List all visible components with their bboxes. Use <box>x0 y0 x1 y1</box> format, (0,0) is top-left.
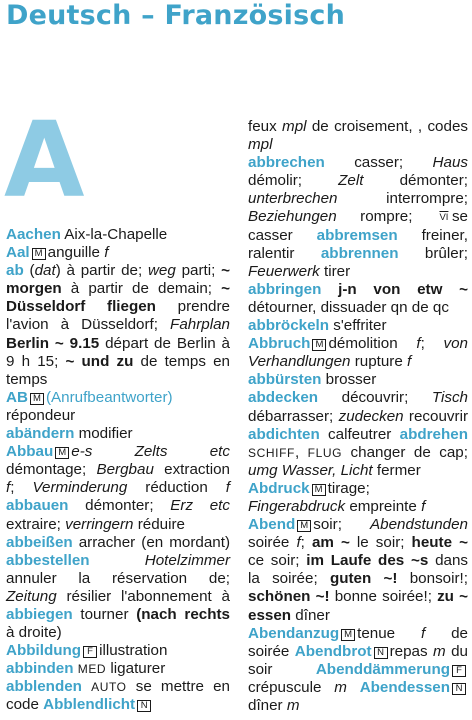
dictionary-entry <box>248 480 468 516</box>
dictionary-entry <box>6 262 230 389</box>
dictionary-entry <box>248 281 468 317</box>
translation-text: bonsoir!; <box>397 570 468 588</box>
entry-continuation <box>248 118 468 154</box>
headword: Abbau <box>6 443 54 461</box>
usage-note: m <box>433 642 446 660</box>
usage-note: e-s Zelts etc <box>71 443 230 461</box>
subject-label: MED <box>77 662 107 677</box>
gender-marker: M <box>312 339 326 351</box>
right-column <box>248 118 468 715</box>
headword: abbröckeln <box>248 317 330 335</box>
translation-text: illustration <box>99 642 168 660</box>
phrase: (nach rechts <box>136 605 230 623</box>
headword: Aachen <box>6 226 61 243</box>
translation-text: tirer <box>319 262 351 280</box>
gender-marker: M <box>312 484 326 496</box>
sub-headword: abbremsen <box>316 226 398 244</box>
translation-text: casser; <box>324 154 433 172</box>
translation-text: débarrasser; <box>248 407 339 425</box>
usage-note: Erz etc <box>170 497 230 515</box>
translation-text: rupture <box>350 353 408 371</box>
translation-text: réduire <box>133 515 185 533</box>
gender-marker: M <box>55 447 69 459</box>
translation-text: démolir; <box>248 172 339 190</box>
translation-text: ; <box>420 335 444 353</box>
translation-text: freiner, ralentir <box>248 226 468 262</box>
phrase: ~ und zu <box>65 352 134 370</box>
dictionary-entry <box>6 534 230 643</box>
translation-text: à partir de demain; <box>61 280 222 298</box>
headword: Abdruck <box>248 479 310 497</box>
sub-headword: abdichten <box>248 425 320 443</box>
translation-text: à droite) <box>6 624 62 642</box>
translation-text: crépuscule <box>248 678 335 696</box>
translation-text: extraction <box>153 461 230 479</box>
headword: abbringen <box>248 280 322 298</box>
translation-text: changer de cap; <box>342 443 468 461</box>
gloss-label: (Anrufbeantworter) <box>45 388 173 406</box>
translation-text: démontage; <box>6 461 97 479</box>
translation-text: réduction <box>127 479 226 497</box>
phrase: ~ Düsseldorf fliegen <box>6 280 230 316</box>
usage-note: Hotelzimmer <box>144 551 230 569</box>
sub-headword: abbestellen <box>6 551 90 569</box>
sub-headword: abbiegen <box>6 605 73 623</box>
usage-note: Fingerabdruck <box>248 497 346 515</box>
translation-text: ligaturer <box>106 660 166 678</box>
headword: AB <box>6 388 28 406</box>
translation-text <box>90 552 145 569</box>
page-title: Deutsch – Französisch <box>6 0 346 31</box>
translation-text: démonter; <box>68 497 171 515</box>
dictionary-entry <box>6 389 230 425</box>
gender-marker: M <box>297 520 311 532</box>
dictionary-entry <box>248 335 468 371</box>
usage-note: Zeitung <box>6 587 57 605</box>
phrase: im Laufe des ~s <box>306 552 429 570</box>
translation-text: modifier <box>74 425 133 443</box>
translation-text: ; <box>10 479 33 497</box>
headword: Abbruch <box>248 335 311 353</box>
translation-text: se mettre en code <box>6 678 230 714</box>
sub-headword: abbrennen <box>320 244 399 262</box>
usage-note: unterbrechen <box>248 190 338 208</box>
usage-note: zudecken <box>338 407 404 425</box>
translation-text: de croisement, , codes <box>306 118 468 135</box>
phrase: guten ~! <box>329 570 398 588</box>
sub-headword: Abenddämmerung <box>315 660 450 678</box>
translation-text: anguille <box>47 244 105 262</box>
translation-text: fermer <box>372 461 421 479</box>
translation-text: calfeutrer <box>319 425 400 443</box>
translation-text: de soirée <box>248 624 468 660</box>
translation-text: de temps en temps <box>6 352 230 388</box>
translation-text: tirage; <box>327 479 370 497</box>
headword: Abend <box>248 516 296 534</box>
subject-label: FLUG <box>307 445 343 460</box>
translation-text: brûler; <box>398 244 468 262</box>
usage-note: Tisch <box>431 389 468 407</box>
subject-label: AUTO <box>91 680 127 695</box>
phrase: ~ morgen <box>6 262 230 298</box>
translation-text: résilier l'abonnement à <box>56 587 230 605</box>
dictionary-entry <box>6 660 230 678</box>
usage-note: mpl <box>248 136 273 154</box>
dictionary-entry <box>6 244 230 262</box>
phrase: zu ~ essen <box>248 588 468 624</box>
usage-note: von Verhandlungen <box>248 335 468 371</box>
usage-note: f <box>421 497 426 515</box>
translation-text: soirée <box>248 534 297 552</box>
headword: Abendanzug <box>248 624 340 642</box>
usage-note: f <box>407 353 412 371</box>
translation-text: tenue <box>357 624 421 642</box>
usage-note: Haus <box>432 154 468 172</box>
sub-headword: Abendessen <box>359 678 450 696</box>
phrase: j-n von etw ~ <box>338 280 468 298</box>
usage-note: f <box>6 479 11 497</box>
headword: ab <box>6 262 24 280</box>
headword: abbrechen <box>248 154 325 172</box>
headword: abdecken <box>248 389 319 407</box>
translation-text: extraire; <box>6 515 66 533</box>
headword: abbinden <box>6 660 74 678</box>
headword: Abbildung <box>6 642 82 660</box>
translation-text: prendre l'avion à Düsseldorf; <box>6 298 230 334</box>
usage-note: umg Wasser, Licht <box>248 461 373 479</box>
translation-text: répondeur <box>6 406 76 424</box>
translation-text: le soir; <box>349 534 412 552</box>
translation-text: dans la soirée; <box>248 552 469 588</box>
translation-text: du soir <box>248 642 468 678</box>
dictionary-entry <box>6 678 230 714</box>
translation-text: tourner <box>72 605 137 623</box>
translation-text: soir; <box>313 516 371 534</box>
dictionary-entry <box>6 226 230 244</box>
translation-text: ( <box>23 262 35 280</box>
headword: abblenden <box>6 678 82 696</box>
translation-text: se casser <box>248 208 468 244</box>
translation-text: démolition <box>328 335 417 353</box>
gender-marker: M <box>341 629 355 641</box>
translation-text: démonter; <box>363 172 468 190</box>
headword: abbeißen <box>6 533 73 551</box>
dictionary-entry <box>248 317 468 335</box>
left-column <box>6 226 230 715</box>
gender-marker: N <box>137 700 151 712</box>
usage-note: verringern <box>65 515 134 533</box>
phrase: schönen ~! <box>248 588 330 606</box>
usage-note: Beziehungen <box>248 208 337 226</box>
translation-text: bonne soirée!; <box>329 588 438 606</box>
translation-text: départ de Berlin à 9 h 15; <box>6 334 230 370</box>
translation-text: Aix-la-Chapelle <box>60 226 168 243</box>
translation-text <box>347 679 360 696</box>
translation-text: recouvrir <box>403 407 469 425</box>
usage-note: mpl <box>282 118 307 135</box>
gender-marker: M <box>30 393 44 405</box>
verb-marker: $\overline{VI}$ <box>439 212 449 224</box>
dictionary-entry <box>248 154 468 281</box>
headword: Aal <box>6 244 30 262</box>
dictionary-entry <box>6 425 230 443</box>
translation-text: dîner <box>291 606 330 624</box>
gender-marker: N <box>452 683 466 695</box>
usage-note: m <box>286 697 300 714</box>
dictionary-entry <box>248 371 468 389</box>
dictionary-entry <box>6 443 230 533</box>
dictionary-entry <box>248 389 468 479</box>
usage-note: f <box>296 534 301 552</box>
headword: abändern <box>6 425 75 443</box>
translation-text: , <box>294 443 308 461</box>
sub-headword: abbauen <box>6 497 69 515</box>
sub-headword: Abendbrot <box>294 642 372 660</box>
translation-text: annuler la réservation de; <box>6 569 230 587</box>
gender-marker: F <box>452 665 466 677</box>
usage-note: f <box>225 479 230 497</box>
translation-text: ce soir; <box>248 552 307 570</box>
translation-text: ) à partir de; <box>55 262 148 280</box>
translation-text: détourner, dissuader qn de qc <box>248 298 449 316</box>
phrase: heute ~ <box>411 534 468 552</box>
sub-headword: abdrehen <box>399 425 468 443</box>
translation-text: s'effriter <box>329 317 387 335</box>
dictionary-entry <box>248 516 468 625</box>
phrase: Berlin ~ 9.15 <box>6 334 100 352</box>
gender-marker: M <box>32 248 46 260</box>
usage-note: weg <box>147 262 176 280</box>
subject-label: SCHIFF <box>248 445 295 460</box>
usage-note: f <box>421 624 426 642</box>
headword: abbürsten <box>248 371 322 389</box>
usage-note: dat <box>34 262 56 280</box>
translation-text: brosser <box>321 371 377 389</box>
gender-marker: N <box>374 647 388 659</box>
translation-text: empreinte <box>345 497 422 515</box>
usage-note: Abendstunden <box>370 516 468 534</box>
usage-note: m <box>334 678 347 696</box>
translation-text <box>321 281 338 298</box>
usage-note: Feuerwerk <box>248 262 320 280</box>
usage-note: Bergbau <box>96 461 154 479</box>
translation-text: feux <box>248 118 283 135</box>
sub-headword: Abblendlicht <box>43 696 136 714</box>
usage-note: Verminderung <box>32 479 128 497</box>
usage-note: f <box>416 335 421 353</box>
translation-text <box>82 678 91 695</box>
phrase: am ~ <box>311 534 350 552</box>
usage-note: Zelt <box>338 172 364 190</box>
usage-note: f <box>104 244 109 262</box>
translation-text: ; <box>300 534 312 552</box>
translation-text: interrompre; <box>337 190 468 208</box>
translation-text: découvrir; <box>318 389 432 407</box>
translation-text: parti; <box>175 262 222 280</box>
translation-text: repas <box>389 642 433 660</box>
dictionary-entry <box>248 625 468 715</box>
dictionary-entry <box>6 642 230 660</box>
usage-note: Fahrplan <box>170 316 230 334</box>
translation-text: arracher (en mordant) <box>72 533 230 551</box>
section-letter: A <box>4 99 85 221</box>
translation-text: dîner <box>248 697 287 714</box>
gender-marker: F <box>83 646 97 658</box>
translation-text: rompre; <box>336 208 436 226</box>
